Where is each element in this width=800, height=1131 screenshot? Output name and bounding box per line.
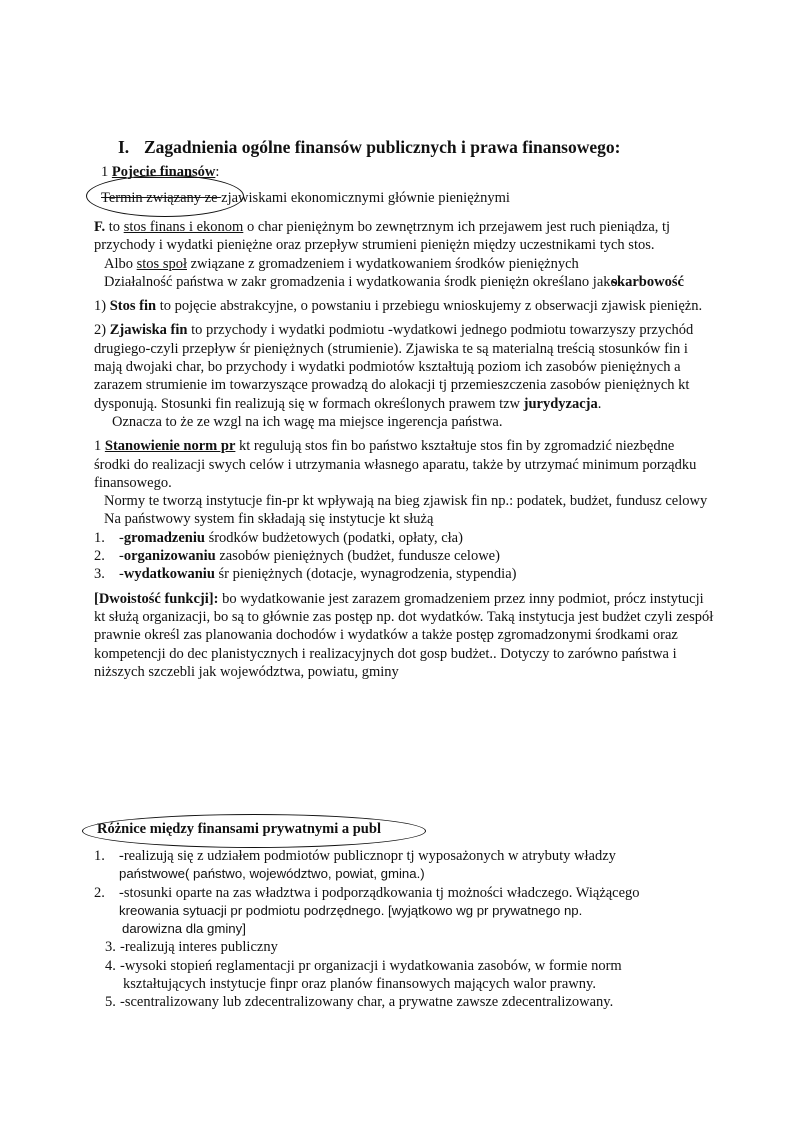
text-span: 2)	[94, 322, 110, 339]
section-2-circle	[82, 814, 426, 848]
text-span: -realizują interes publiczny	[120, 939, 278, 956]
bold-term: [Dwoistość funkcji]:	[94, 590, 219, 607]
list-number: 1.	[94, 529, 105, 546]
list-number: 1.	[94, 848, 105, 864]
list-item	[94, 938, 714, 956]
text-span: to	[105, 219, 124, 235]
list-item	[94, 993, 714, 1011]
chapter-title: Zagadnienia ogólne finansów publicznych i prawa finansowego:	[144, 137, 621, 157]
list-item	[94, 957, 714, 994]
text-span: zasobów pieniężnych (budżet, fundusze celowe)	[215, 548, 500, 565]
text-span: -wysoki stopień reglamentacji pr organizacji i wydatkowania zasobów, w formie norm	[120, 957, 622, 974]
text-span: kształtujących instytucje finpr oraz planów finansowych mających walor prawny.	[123, 976, 596, 993]
bold-term: jurydyzacja	[523, 395, 598, 412]
definition-term: F.	[94, 219, 106, 235]
text-span: .	[597, 395, 602, 412]
text-span: to przychody i wydatki podmiotu -wydatkowi jednego podmiotu towarzyszy przychód drugiego-czyli przepływ śr pieniężnych (strumienie). Zjawiska te są materialną treścią stosunków fin i mają dwojaki char, bo przychody i wydatki podmiotów kształtują poziom ich zasobów pieniężnych a zarazem strumienie im towarzyszące prowadzą do alokacji tj przemieszczenia zasobów pieniężnych kt dysponują. Stosunki fin realizują się w formach określonych prawem tzw	[94, 322, 694, 412]
system-line: Na państwowy system fin składają się instytucje kt służą	[104, 511, 434, 528]
point-2-paragraph	[94, 321, 714, 412]
text-span: Albo	[104, 255, 137, 272]
norms-institutions-paragraph: Normy te tworzą instytucje fin-pr kt wpływają na bieg zjawisk fin np.: podatek, budżet, fundusz celowy	[104, 493, 708, 510]
text-span: darowizna dla gminy]	[122, 921, 246, 937]
text-span: Działalność państwa w zakr gromadzenia i wydatkowania środk pieniężn określano jako	[104, 273, 622, 290]
bold-term: skarbowość	[611, 273, 684, 290]
list-item	[94, 847, 714, 884]
norms-paragraph	[94, 437, 714, 492]
text-span: -	[119, 529, 124, 546]
text-span: o char pieniężnym bo zewnętrznym ich przejawem jest ruch pieniądza, tj przychody i wydatki pieniężne oraz przepływ strumieni pieniężn między uczestnikami tych stos.	[94, 219, 671, 254]
list-item	[94, 565, 714, 583]
text-span: związane z gromadzeniem i wydatkowaniem środków pieniężnych	[187, 255, 579, 272]
list-number: 5.	[105, 994, 116, 1011]
functions-list	[94, 529, 714, 584]
text-span: środków budżetowych (podatki, opłaty, cła)	[204, 529, 463, 546]
interference-line: Oznacza to że ze wzgl na ich wagę ma miejsce ingerencja państwa.	[112, 413, 503, 430]
underlined-term: stos społ	[136, 255, 187, 272]
text-span: -stosunki oparte na zas władztwa i podporządkowania tj możności władczego. Wiążącego	[119, 884, 640, 901]
text-span: państwowe( państwo, województwo, powiat, gmina.)	[119, 866, 425, 882]
bold-term: gromadzeniu	[123, 529, 205, 546]
list-number: 2.	[94, 548, 105, 565]
list-number: 3.	[94, 566, 105, 583]
list-number: 4.	[105, 957, 116, 974]
intro-line	[101, 190, 510, 207]
chapter-number: I.	[118, 137, 130, 157]
underlined-term: stos finans i ekonom	[123, 219, 244, 235]
text-span: śr pieniężnych (dotacje, wynagrodzenia, stypendia)	[214, 566, 517, 583]
list-item	[94, 547, 714, 565]
text-span: bo wydatkowanie jest zarazem gromadzeniem przez inny podmiot, prócz instytucji kt służą organizacji, bo są to głównie zas postęp np. dot wydatków. Taką instytucja jest budżet czyli zespół prawnie określ zas planowania dochodów i wydatków a także postęp zgromadzonymi środkami oraz kompetencji do dec planistycznych i realizacyjnych dot gosp budżet.. Dotyczy to zarówno państwa i niższych szczebli jak województwa, powiatu, gminy	[94, 590, 714, 680]
bold-term: Stanowienie norm pr	[104, 438, 236, 455]
text-span: kt regulują stos fin bo państwo kształtuje stos fin by zgromadzić niezbędne środki do realizacji swych celów i utrzymania własnego aparatu, także by utrzymać minimum porządku finansowego.	[94, 438, 697, 491]
point-1-paragraph	[94, 297, 714, 315]
list-number: 3.	[105, 939, 116, 956]
intro-struck-text: Termin związany ze	[101, 190, 222, 206]
differences-list	[94, 847, 714, 1012]
list-item	[94, 884, 714, 939]
text-span: 1)	[94, 298, 110, 315]
bold-term: Stos fin	[109, 298, 157, 315]
section-1-suffix: :	[215, 164, 220, 180]
bold-term: organizowaniu	[123, 548, 216, 565]
duality-paragraph	[94, 590, 714, 681]
text-span: -	[119, 548, 124, 565]
treasury-paragraph	[94, 273, 714, 291]
bold-term: Zjawiska fin	[109, 322, 188, 339]
section-2-heading: Różnice między finansami prywatnymi a publ	[97, 821, 381, 837]
text-span: 1	[94, 438, 105, 455]
finance-definition	[94, 218, 714, 255]
bold-term: wydatkowaniu	[123, 566, 215, 583]
text-span: -realizują się z udziałem podmiotów publicznopr tj wyposażonych w atrybuty władzy	[119, 848, 616, 864]
chapter-heading	[118, 137, 620, 158]
list-number: 2.	[94, 884, 105, 901]
text-span: -scentralizowany lub zdecentralizowany char, a prywatne zawsze zdecentralizowany.	[120, 994, 614, 1011]
text-span: to pojęcie abstrakcyjne, o powstaniu i przebiegu wnioskujemy z obserwacji zjawisk pieniężn.	[156, 298, 703, 315]
section-1-prefix: 1	[101, 164, 112, 180]
main-body	[94, 218, 714, 681]
text-span: -	[119, 566, 124, 583]
list-item	[94, 529, 714, 547]
intro-text: zjawiskami ekonomicznymi głównie pieniężnymi	[221, 190, 510, 206]
section-1-title: Pojecie finansów	[111, 164, 216, 180]
social-relations-line	[94, 255, 714, 273]
text-span: kreowania sytuacji pr podmiotu podrzędnego. [wyjątkowo wg pr prywatnego np.	[119, 902, 583, 918]
